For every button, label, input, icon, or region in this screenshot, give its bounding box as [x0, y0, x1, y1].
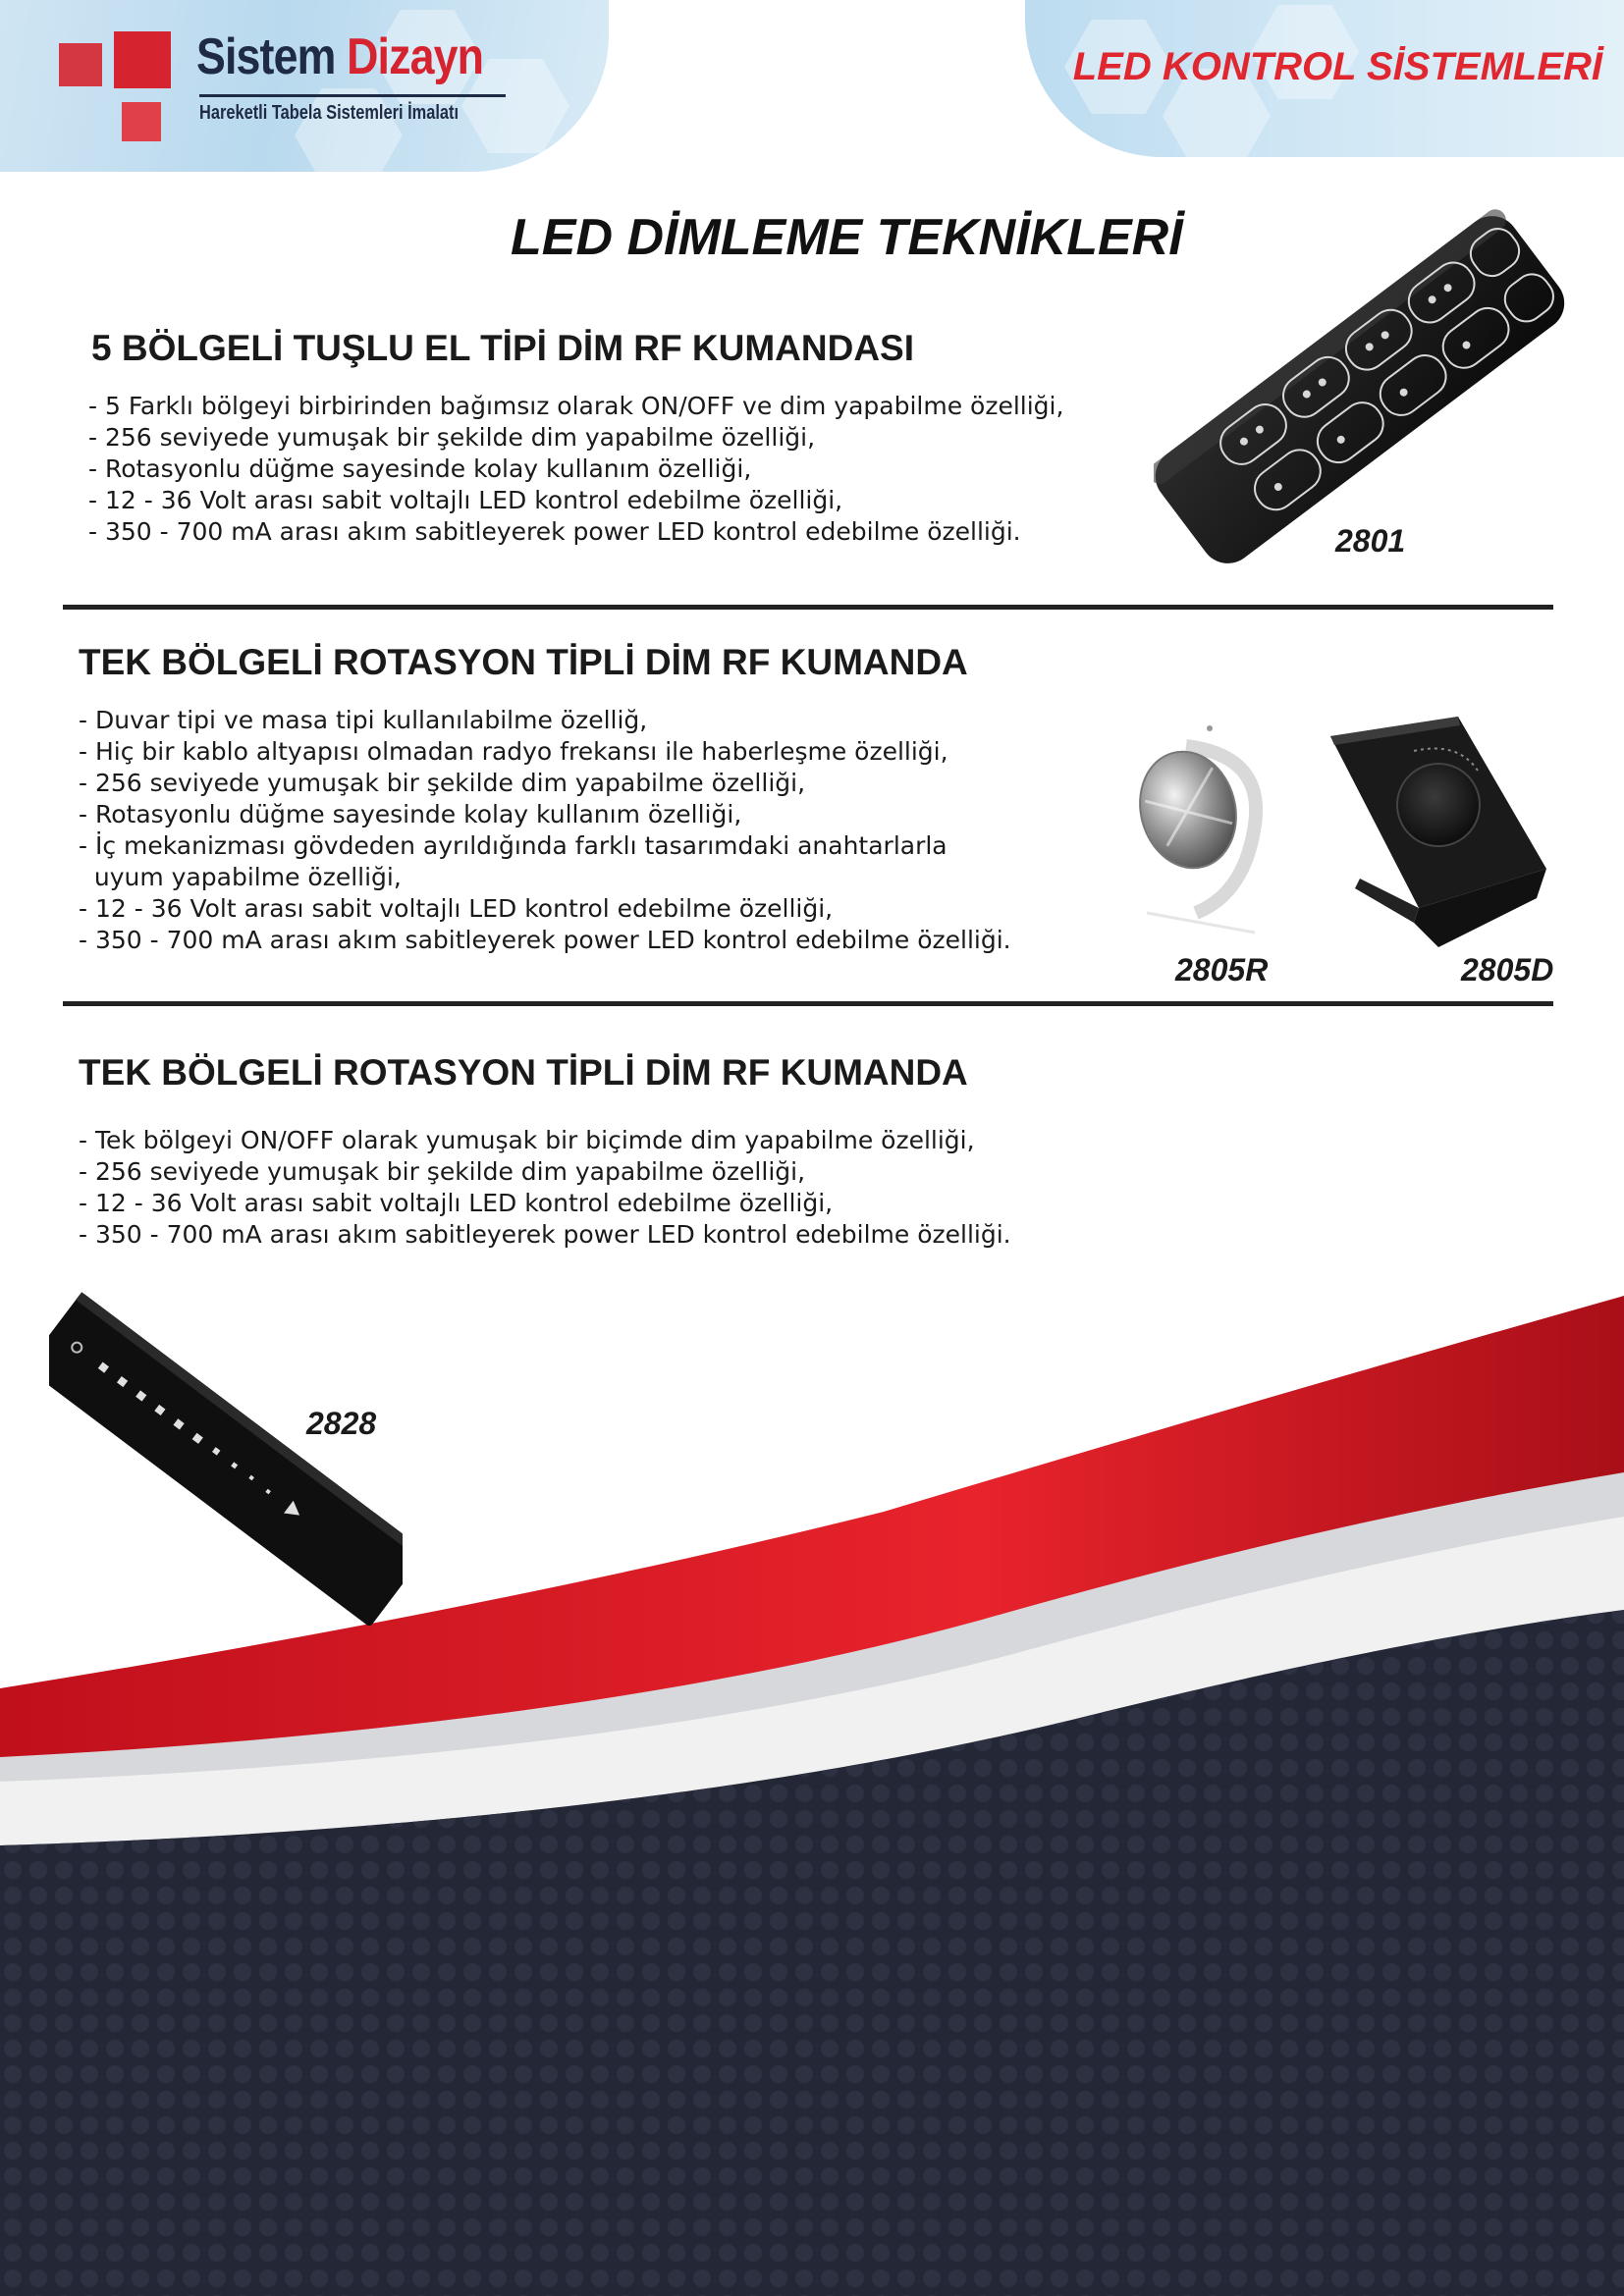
- feature-item: - Rotasyonlu düğme sayesinde kolay kullanım özelliği,: [88, 454, 752, 483]
- feature-item: - 256 seviyede yumuşak bir şekilde dim yapabilme özelliği,: [88, 423, 816, 452]
- product-code: 2801: [1335, 523, 1406, 559]
- brand-name-second: Dizayn: [347, 28, 484, 85]
- feature-item: - 5 Farklı bölgeyi birbirinden bağımsız olarak ON/OFF ve dim yapabilme özelliği,: [88, 392, 1064, 420]
- page-title: LED DİMLEME TEKNİKLERİ: [511, 209, 1183, 266]
- feature-item: - Duvar tipi ve masa tipi kullanılabilme özelliğ,: [79, 706, 648, 734]
- section-1-title: 5 BÖLGELİ TUŞLU EL TİPİ DİM RF KUMANDASI: [91, 328, 914, 368]
- brand-name: [196, 27, 483, 86]
- section-1-features: [88, 391, 1063, 548]
- feature-item: - 256 seviyede yumuşak bir şekilde dim yapabilme özelliği,: [79, 1157, 806, 1186]
- section-2-title: TEK BÖLGELİ ROTASYON TİPLİ DİM RF KUMANDA: [79, 642, 968, 682]
- section-3-features: [79, 1125, 1011, 1251]
- product-code: 2805D: [1461, 952, 1554, 988]
- logo-squares-icon: [59, 31, 177, 149]
- touch-remote-image: [49, 1291, 403, 1629]
- feature-item: - 12 - 36 Volt arası sabit voltajlı LED kontrol edebilme özelliği,: [79, 894, 834, 923]
- brand-name-first: Sistem: [196, 28, 336, 85]
- feature-item: - 350 - 700 mA arası akım sabitleyerek power LED kontrol edebilme özelliği.: [79, 1220, 1011, 1249]
- feature-item: - 350 - 700 mA arası akım sabitleyerek power LED kontrol edebilme özelliği.: [88, 517, 1021, 546]
- wall-dimmer-image: [1321, 712, 1556, 967]
- section-divider: [63, 605, 1553, 610]
- feature-item: - Tek bölgeyi ON/OFF olarak yumuşak bir biçimde dim yapabilme özelliği,: [79, 1126, 975, 1154]
- feature-item: - 12 - 36 Volt arası sabit voltajlı LED kontrol edebilme özelliği,: [79, 1189, 834, 1217]
- feature-item: - Hiç bir kablo altyapısı olmadan radyo frekansı ile haberleşme özelliği,: [79, 737, 948, 766]
- product-code: 2805R: [1175, 952, 1269, 988]
- feature-item: - 12 - 36 Volt arası sabit voltajlı LED kontrol edebilme özelliği,: [88, 486, 843, 514]
- hexagon-decoration: [295, 88, 403, 172]
- feature-item: - İç mekanizması gövdeden ayrıldığında farklı tasarımdaki anahtarlarla: [79, 831, 947, 860]
- feature-item: uyum yapabilme özelliği,: [79, 863, 402, 891]
- feature-item: - 256 seviyede yumuşak bir şekilde dim yapabilme özelliği,: [79, 769, 806, 797]
- brand-divider: [199, 94, 506, 97]
- section-divider: [63, 1001, 1553, 1006]
- rotary-knob-image: [1127, 717, 1274, 952]
- feature-item: - 350 - 700 mA arası akım sabitleyerek power LED kontrol edebilme özelliği.: [79, 926, 1011, 954]
- category-title: LED KONTROL SİSTEMLERİ: [1072, 45, 1602, 88]
- brand-tagline: Hareketli Tabela Sistemleri İmalatı: [199, 102, 460, 124]
- product-code: 2828: [306, 1406, 377, 1441]
- feature-item: - Rotasyonlu düğme sayesinde kolay kullanım özelliği,: [79, 800, 742, 828]
- section-3-title: TEK BÖLGELİ ROTASYON TİPLİ DİM RF KUMANDA: [79, 1052, 968, 1093]
- section-2-features: [79, 705, 1011, 956]
